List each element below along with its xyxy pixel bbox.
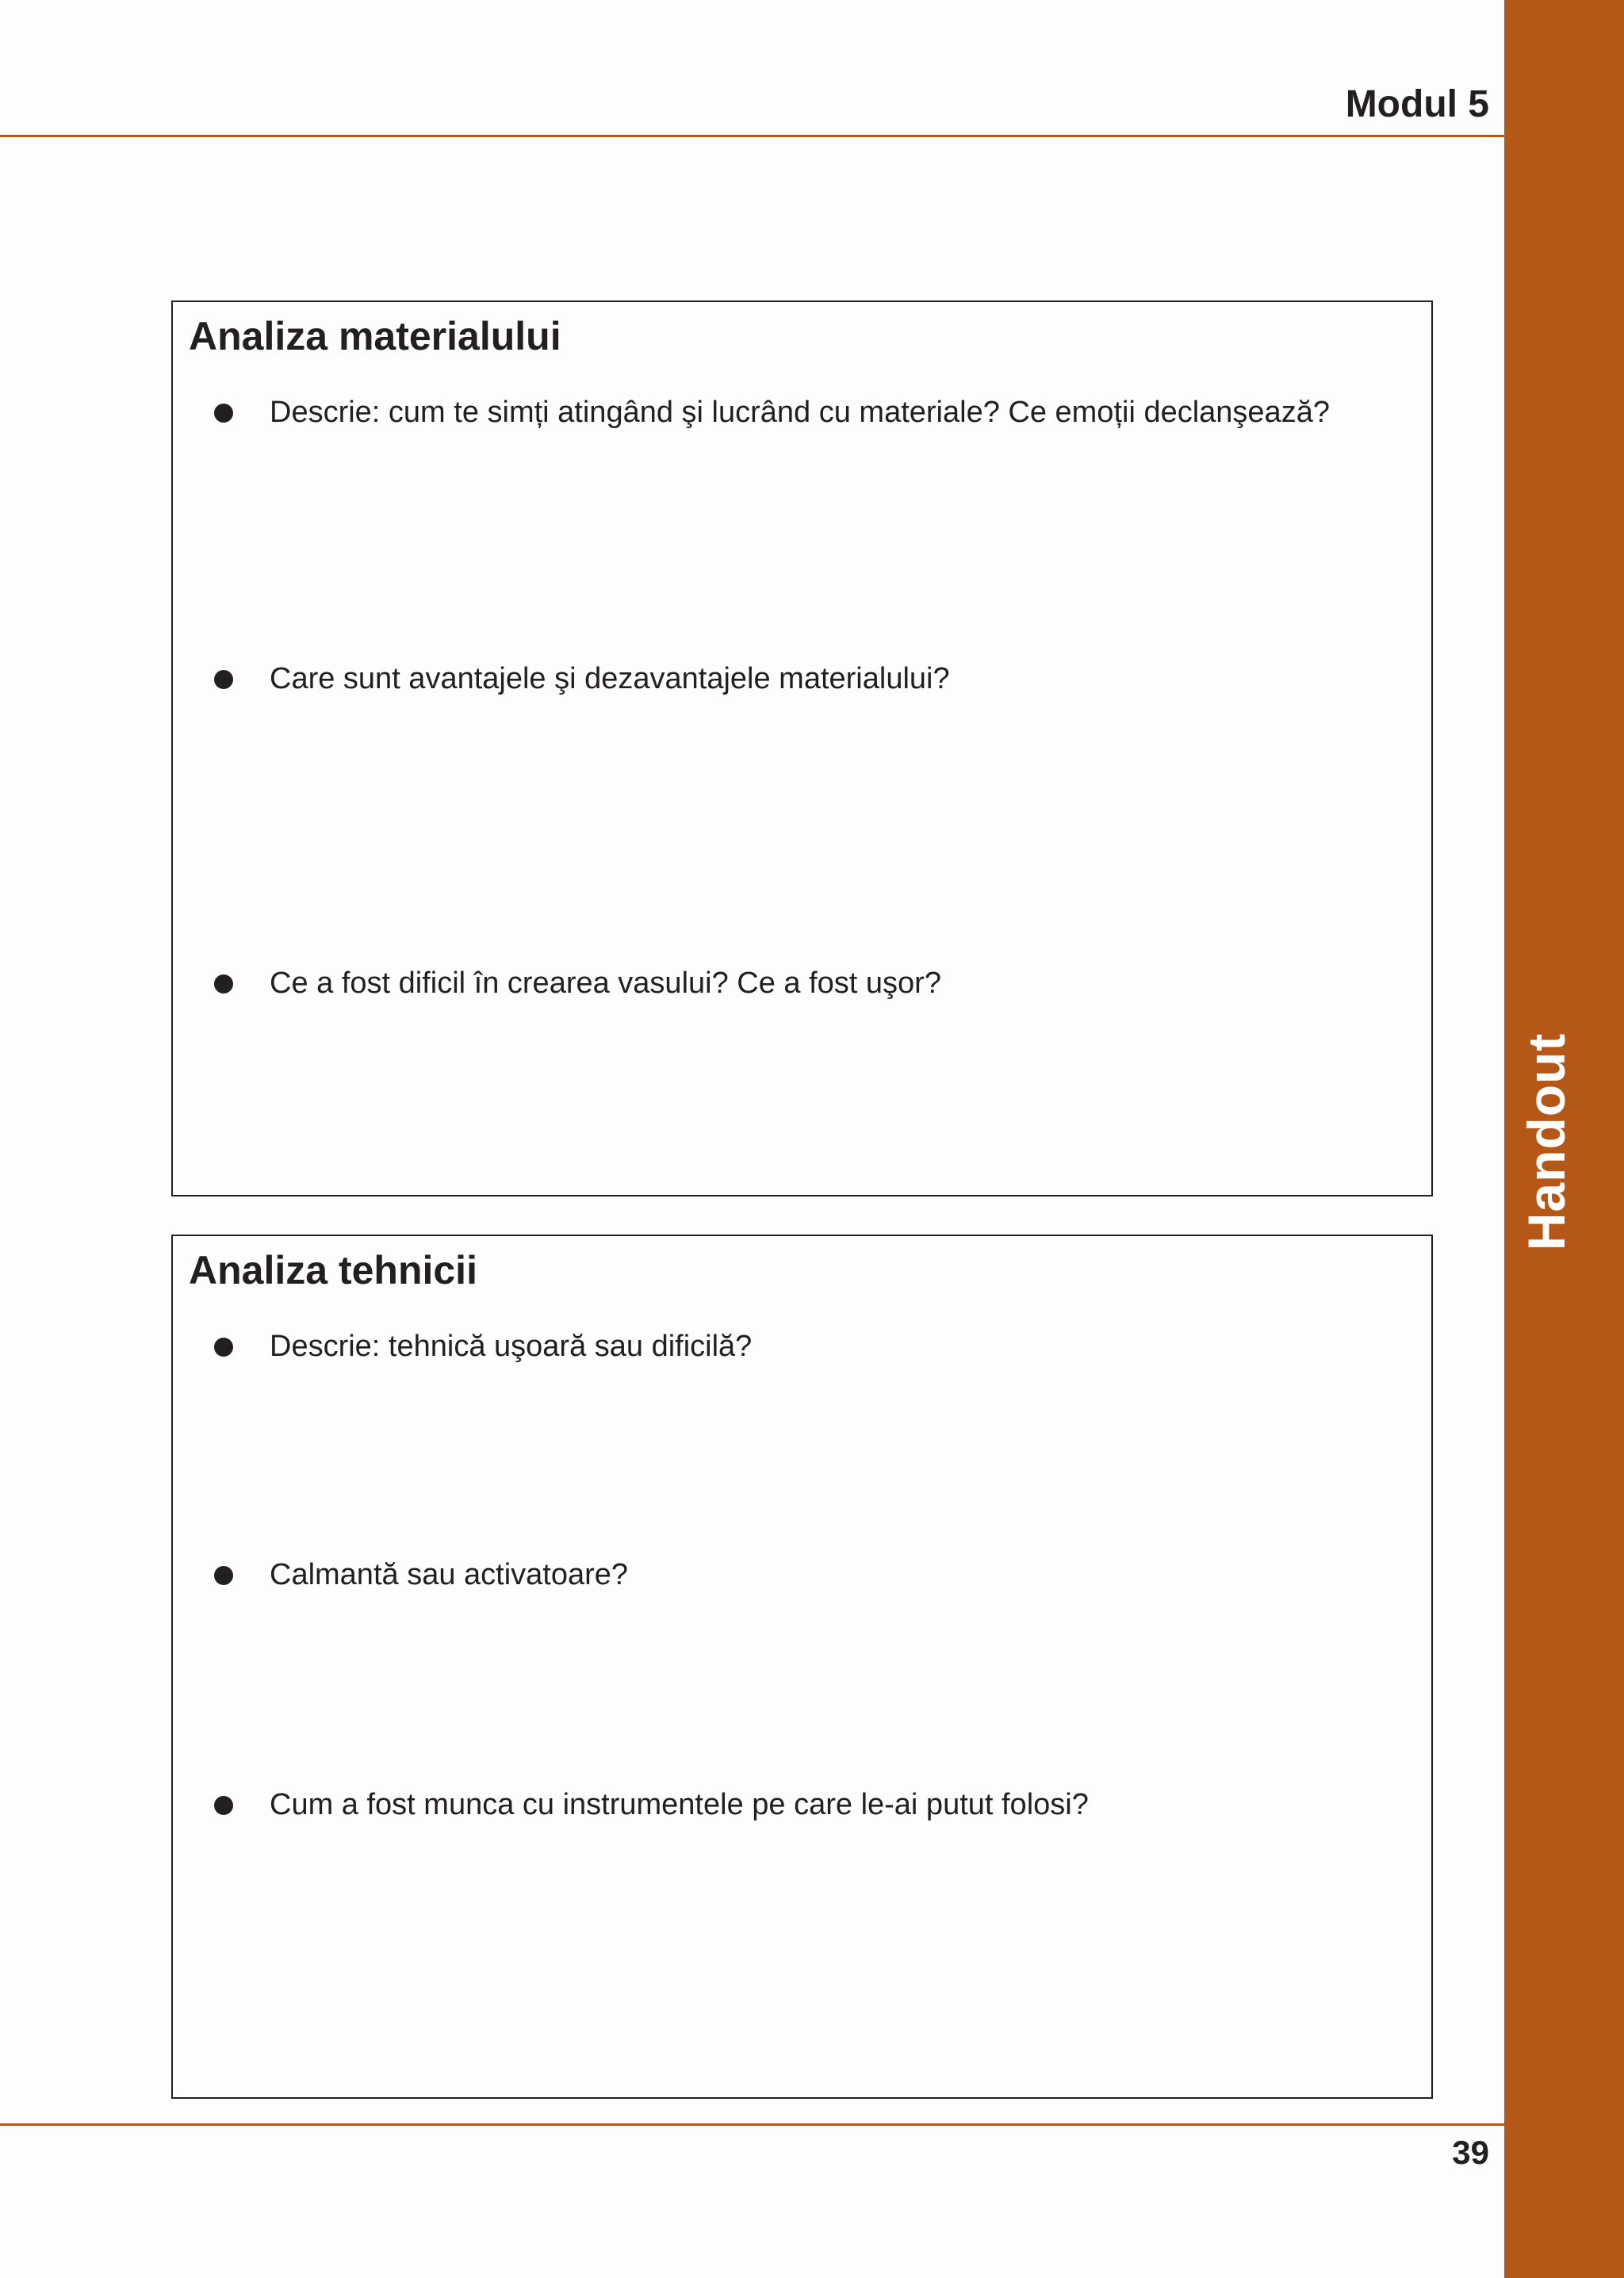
list-item-text: Cum a fost munca cu instrumentele pe care le-ai putut folosi? [270,1788,1089,1821]
list-item [214,1788,1089,1822]
list-item [214,1558,628,1592]
footer-rule [0,2123,1504,2126]
page-number: 39 [1452,2134,1489,2171]
bullet-icon [214,1338,233,1357]
bullet-icon [214,670,233,689]
list-item [214,967,941,1001]
section-material-analysis [171,301,1433,1196]
side-tab-label: Handout [1517,1032,1576,1251]
list-item [214,1330,752,1364]
section-title: Analiza tehnicii [189,1248,477,1292]
list-item-text: Care sunt avantajele şi dezavantajele materialului? [270,662,950,695]
list-item [214,662,950,696]
module-title: Modul 5 [1345,83,1489,125]
list-item-text: Descrie: tehnică uşoară sau dificilă? [270,1330,753,1363]
header-rule [0,135,1504,137]
bullet-icon [214,1566,233,1585]
section-title: Analiza materialului [189,314,561,358]
bullet-icon [214,974,233,994]
list-item [214,396,1330,430]
list-item-text: Calmantă sau activatoare? [270,1558,629,1591]
section-technique-analysis [171,1235,1433,2099]
list-item-text: Descrie: cum te simți atingând şi lucrând cu materiale? Ce emoții declanşează? [270,396,1330,429]
list-item-text: Ce a fost dificil în crearea vasului? Ce a fost uşor? [270,967,941,1000]
bullet-icon [214,1796,233,1815]
bullet-icon [214,404,233,423]
